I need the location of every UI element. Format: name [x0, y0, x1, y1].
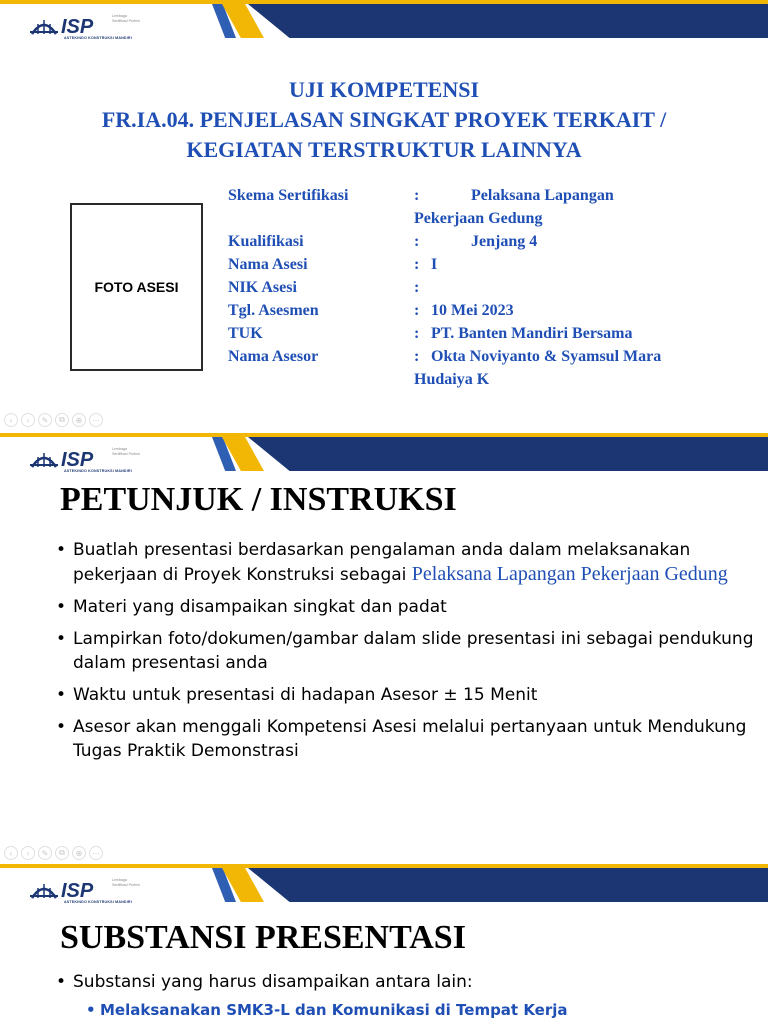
back-icon[interactable]: ‹: [4, 846, 18, 860]
logo-tagline: ASTEKINDO KONSTRUKSI MANDIRI: [64, 36, 132, 40]
zoom-icon[interactable]: ⊕: [72, 413, 86, 427]
logo-mark: ISP: [61, 449, 94, 471]
list-item: [56, 683, 756, 707]
logo-tagline: ASTEKINDO KONSTRUKSI MANDIRI: [64, 469, 132, 473]
info-value: Okta Noviyanto & Syamsul Mara: [431, 348, 662, 365]
isp-logo: [30, 443, 140, 477]
info-row-kualifikasi: [228, 230, 748, 253]
copy-icon[interactable]: ⧉: [55, 846, 69, 860]
isp-logo-icon: [30, 14, 110, 38]
slide-heading: SUBSTANSI PRESENTASI: [60, 919, 466, 956]
isp-logo-icon: [30, 878, 110, 902]
info-colon: :: [414, 279, 420, 296]
list-item: [56, 538, 756, 587]
logo-mark: ISP: [61, 880, 94, 902]
info-label: Nama Asesor: [228, 348, 319, 365]
info-row-tanggal: [228, 299, 748, 322]
header-navy-bar: [248, 437, 768, 471]
slide-toolbar-2: [4, 846, 103, 864]
info-label: NIK Asesi: [228, 279, 297, 296]
bullet-dot: •: [56, 629, 67, 649]
title-line-3: KEGIATAN TERSTRUKTUR LAINNYA: [186, 137, 582, 162]
bullet-text: Lampirkan foto/dokumen/gambar dalam slide presentasi ini sebagai pendukung dalam presentasi anda: [73, 629, 754, 673]
forward-icon[interactable]: ›: [21, 846, 35, 860]
info-label: Tgl. Asesmen: [228, 302, 319, 319]
info-row-tuk: [228, 322, 748, 345]
list-item: [56, 970, 756, 994]
info-value: PT. Banten Mandiri Bersama: [431, 325, 633, 342]
isp-logo: [30, 10, 140, 44]
edit-icon[interactable]: ✎: [38, 413, 52, 427]
logo-side-text: Lembaga Sertifikasi Profesi: [112, 14, 140, 23]
bullet-dot: •: [86, 1001, 96, 1019]
info-colon: :: [414, 233, 420, 250]
header-yellow-bar: [0, 0, 768, 4]
bullet-text: Buatlah presentasi berdasarkan pengalaman anda dalam melaksanakan pekerjaan di Proyek Konstruksi sebagai: [73, 540, 691, 585]
forward-icon[interactable]: ›: [21, 413, 35, 427]
bullet-text: Waktu untuk presentasi di hadapan Asesor ± 15 Menit: [73, 685, 538, 705]
info-label: Nama Asesi: [228, 256, 308, 273]
info-value: Pelaksana Lapangan: [471, 187, 614, 204]
back-icon[interactable]: ‹: [4, 413, 18, 427]
header-yellow-bar: [0, 864, 768, 868]
more-icon[interactable]: ⋯: [89, 846, 103, 860]
info-label: TUK: [228, 325, 263, 342]
info-value-continued: Hudaiya K: [414, 371, 490, 388]
list-item: [56, 627, 756, 675]
substance-list: [56, 970, 756, 1022]
header-navy-bar: [248, 4, 768, 38]
bullet-dot: •: [56, 540, 67, 560]
info-row-nama-asesi: [228, 253, 748, 276]
info-row-nik: [228, 276, 748, 299]
photo-label: FOTO ASESI: [94, 279, 179, 295]
title-line-2: FR.IA.04. PENJELASAN SINGKAT PROYEK TERKAIT /: [101, 107, 667, 132]
info-colon: :: [414, 187, 420, 204]
zoom-icon[interactable]: ⊕: [72, 846, 86, 860]
slide-title: [0, 0, 768, 412]
copy-icon[interactable]: ⧉: [55, 413, 69, 427]
isp-logo-icon: [30, 447, 110, 471]
slide-substance: [0, 864, 768, 1024]
bullet-dot: •: [56, 972, 67, 992]
bullet-dot: •: [56, 717, 67, 737]
list-item: [56, 715, 756, 763]
bullet-text: Materi yang disampaikan singkat dan padat: [73, 597, 447, 617]
bullet-accent-text: Pelaksana Lapangan Pekerjaan Gedung: [411, 563, 728, 585]
bullet-dot: •: [56, 597, 67, 617]
bullet-dot: •: [56, 685, 67, 705]
logo-tagline: ASTEKINDO KONSTRUKSI MANDIRI: [64, 900, 132, 904]
more-icon[interactable]: ⋯: [89, 413, 103, 427]
instruction-list: [56, 538, 756, 771]
info-value: 10 Mei 2023: [431, 302, 514, 319]
assessment-info: [228, 184, 748, 391]
slide-instructions: [0, 433, 768, 842]
info-value: Jenjang 4: [471, 233, 538, 250]
slide-heading: PETUNJUK / INSTRUKSI: [60, 481, 457, 518]
slide-title-text: [0, 75, 768, 165]
info-row-skema: [228, 184, 748, 230]
slide-toolbar-1: [4, 413, 103, 431]
photo-placeholder: [70, 203, 203, 371]
bullet-text: Asesor akan menggali Kompetensi Asesi melalui pertanyaan untuk Mendukung Tugas Praktik Demonstrasi: [73, 717, 747, 761]
bullet-text: Substansi yang harus disampaikan antara lain:: [73, 972, 473, 992]
info-value: I: [431, 256, 438, 273]
logo-side-text: Lembaga Sertifikasi Profesi: [112, 447, 140, 456]
info-value-continued: Pekerjaan Gedung: [414, 210, 543, 227]
logo-mark: ISP: [61, 16, 94, 38]
info-label: Skema Sertifikasi: [228, 187, 349, 204]
info-colon: :: [414, 348, 420, 365]
info-colon: :: [414, 325, 420, 342]
title-line-1: UJI KOMPETENSI: [288, 77, 480, 102]
info-row-asesor: [228, 345, 748, 391]
edit-icon[interactable]: ✎: [38, 846, 52, 860]
list-item: [56, 595, 756, 619]
isp-logo: [30, 874, 140, 908]
header-yellow-bar: [0, 433, 768, 437]
bullet-text: Melaksanakan SMK3-L dan Komunikasi di Tempat Kerja: [100, 1001, 568, 1019]
header-navy-bar: [248, 868, 768, 902]
logo-side-text: Lembaga Sertifikasi Profesi: [112, 878, 140, 887]
info-colon: :: [414, 256, 420, 273]
info-label: Kualifikasi: [228, 233, 304, 250]
info-colon: :: [414, 302, 420, 319]
list-item-child: [56, 998, 756, 1022]
